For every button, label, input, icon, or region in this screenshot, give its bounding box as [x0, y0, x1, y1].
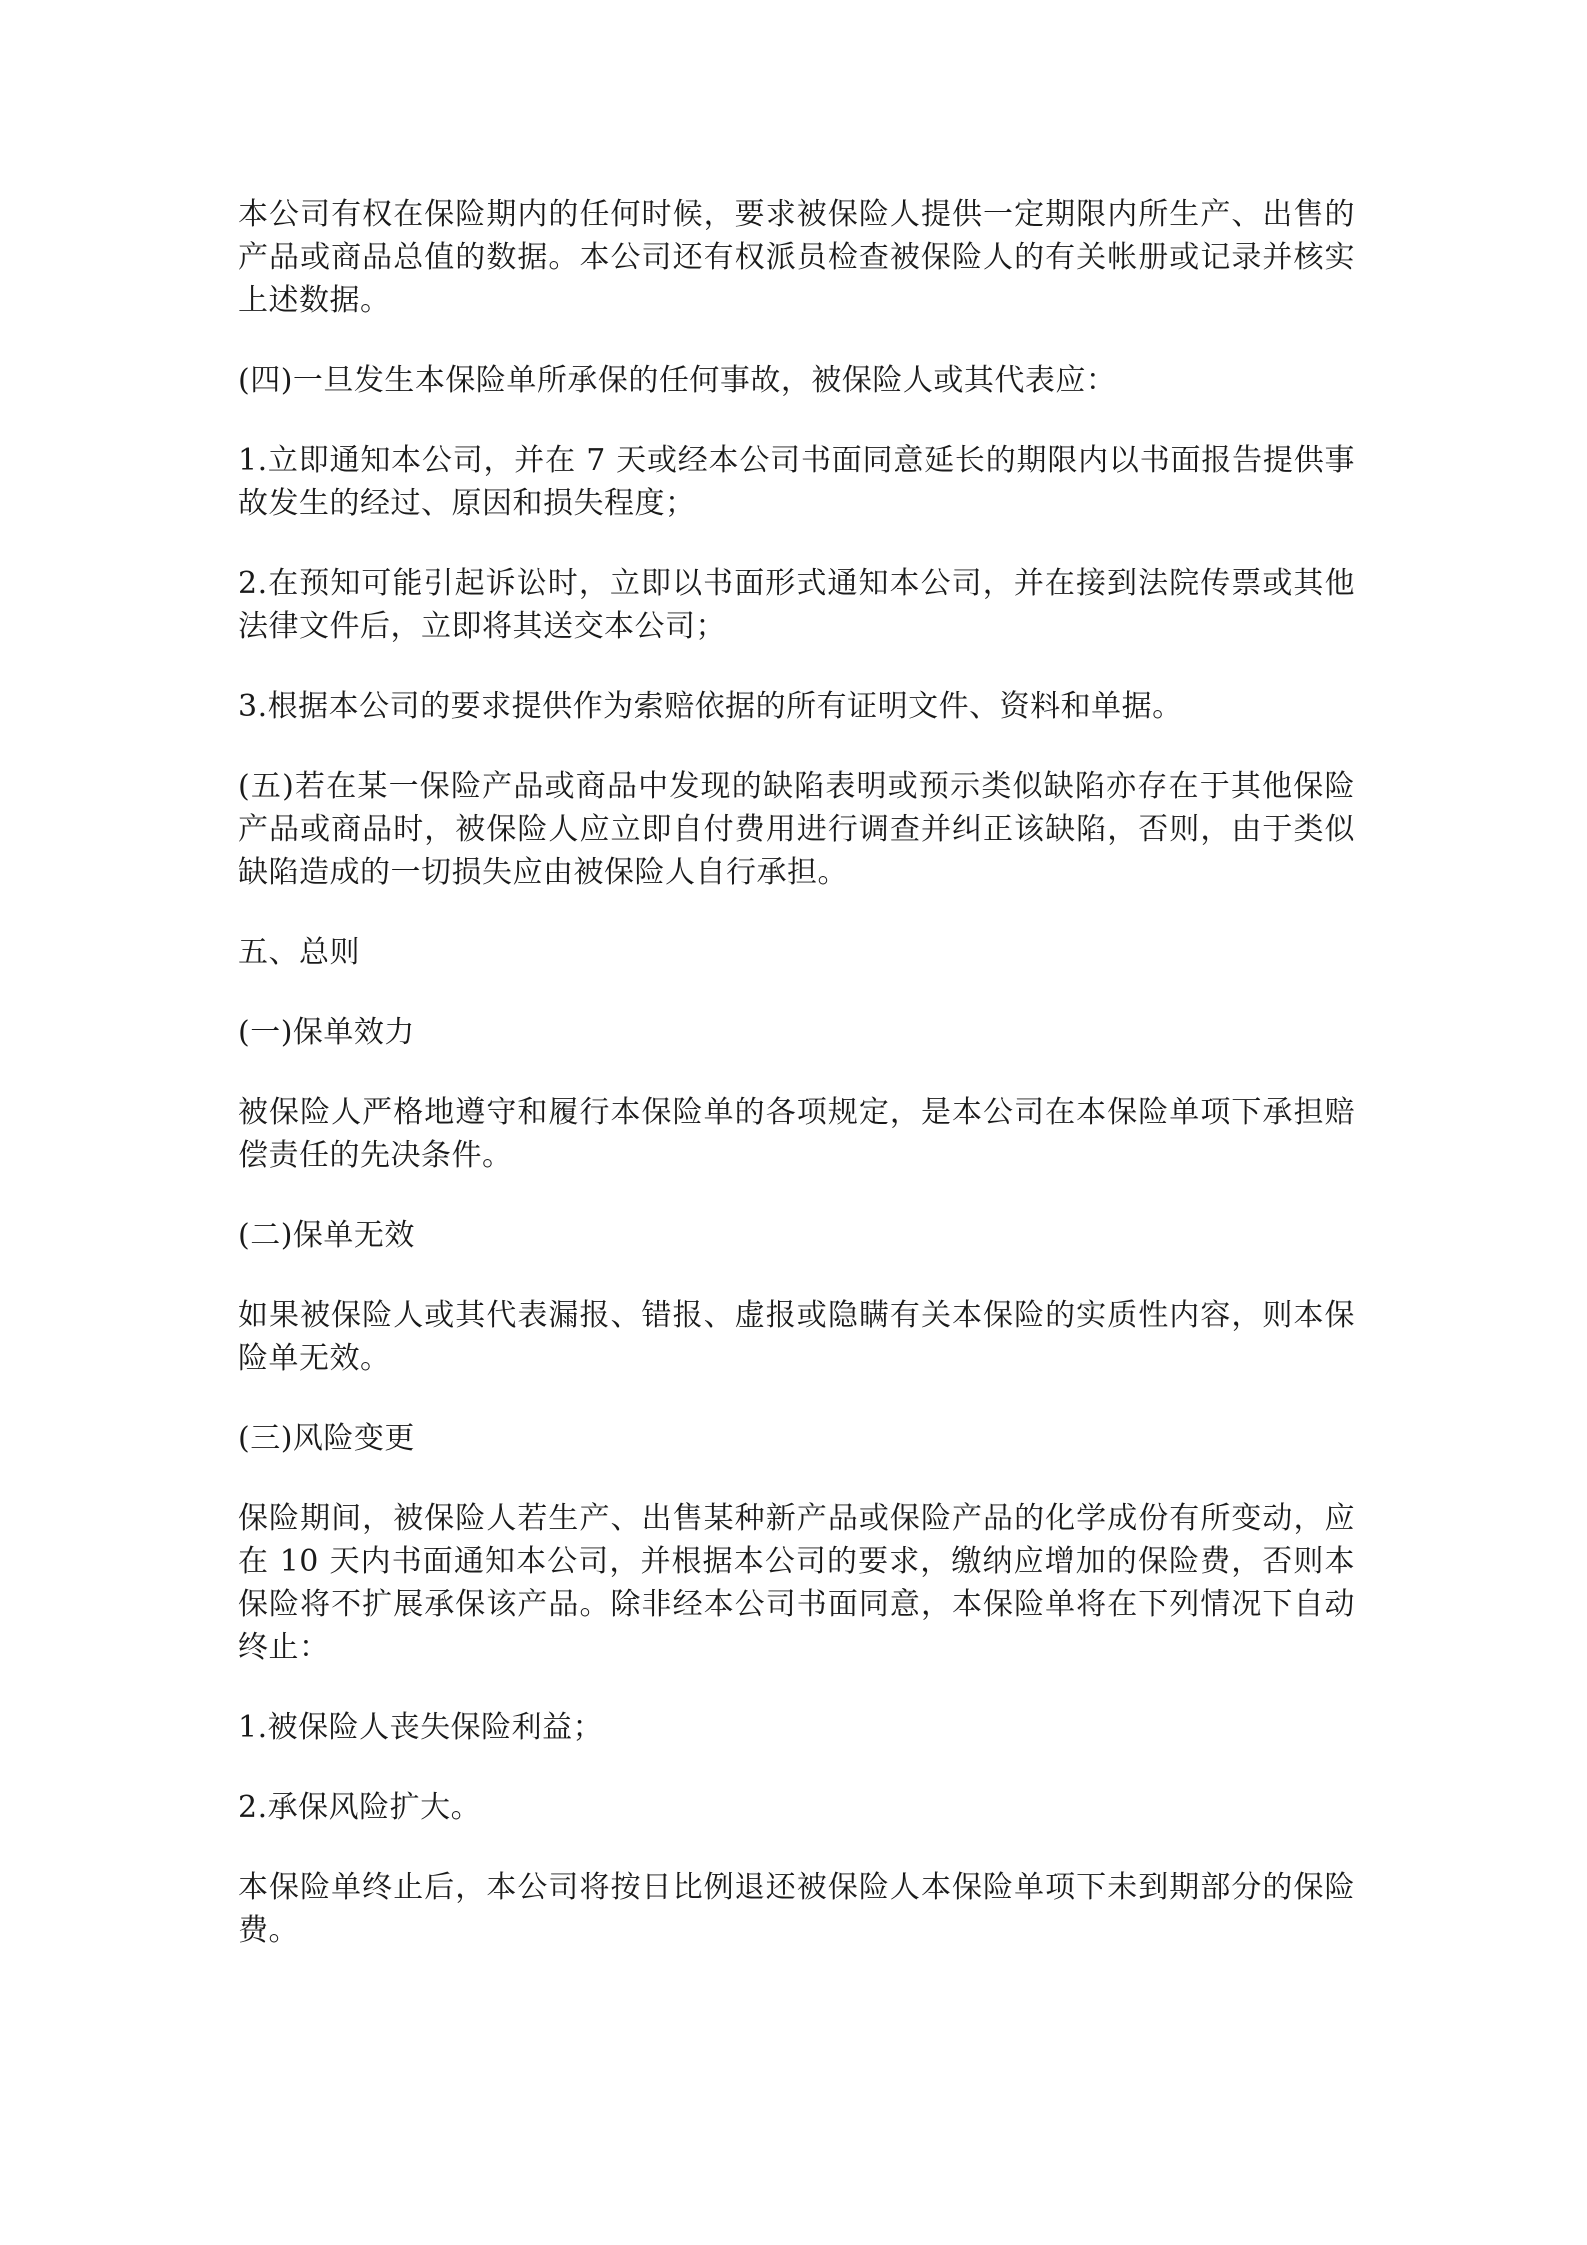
- paragraph-policy-validity: 被保险人严格地遵守和履行本保险单的各项规定，是本公司在本保险单项下承担赔偿责任的先决条件。: [238, 1095, 1355, 1173]
- section-heading-policy-validity: (一)保单效力: [238, 1015, 415, 1050]
- paragraph-data-reporting: 本公司有权在保险期内的任何时候，要求被保险人提供一定期限内所生产、出售的产品或商品总值的数据。本公司还有权派员检查被保险人的有关帐册或记录并核实上述数据。: [238, 197, 1355, 318]
- list-item-loss-of-interest: 1.被保险人丧失保险利益；: [238, 1710, 604, 1745]
- paragraph-policy-void: 如果被保险人或其代表漏报、错报、虚报或隐瞒有关本保险的实质性内容，则本保险单无效。: [238, 1298, 1355, 1376]
- list-item-claim-documents: 3.根据本公司的要求提供作为索赔依据的所有证明文件、资料和单据。: [238, 689, 1183, 724]
- section-heading-policy-void: (二)保单无效: [238, 1218, 415, 1253]
- list-item-notify-company: 1.立即通知本公司，并在 7 天或经本公司书面同意延长的期限内以书面报告提供事故发生的经过、原因和损失程度；: [238, 443, 1355, 521]
- list-item-risk-increase: 2.承保风险扩大。: [238, 1790, 482, 1825]
- chapter-heading-general-provisions: 五、总则: [238, 935, 360, 970]
- document-body: [238, 193, 1355, 1989]
- list-item-litigation-notice: 2.在预知可能引起诉讼时，立即以书面形式通知本公司，并在接到法院传票或其他法律文件后，立即将其送交本公司；: [238, 566, 1355, 644]
- paragraph-premium-refund: 本保险单终止后，本公司将按日比例退还被保险人本保险单项下未到期部分的保险费。: [238, 1870, 1355, 1948]
- section-heading-risk-change: (三)风险变更: [238, 1421, 415, 1456]
- paragraph-similar-defects: (五)若在某一保险产品或商品中发现的缺陷表明或预示类似缺陷亦存在于其他保险产品或商品时，被保险人应立即自付费用进行调查并纠正该缺陷，否则，由于类似缺陷造成的一切损失应由被保险人自行承担。: [238, 769, 1355, 890]
- paragraph-risk-change: 保险期间，被保险人若生产、出售某种新产品或保险产品的化学成份有所变动，应在 10 天内书面通知本公司，并根据本公司的要求，缴纳应增加的保险费，否则本保险将不扩展承保该产品。除非经本公司书面同意，本保险单将在下列情况下自动终止：: [238, 1501, 1355, 1665]
- section-heading-accident-obligations: (四)一旦发生本保险单所承保的任何事故，被保险人或其代表应：: [238, 363, 1117, 398]
